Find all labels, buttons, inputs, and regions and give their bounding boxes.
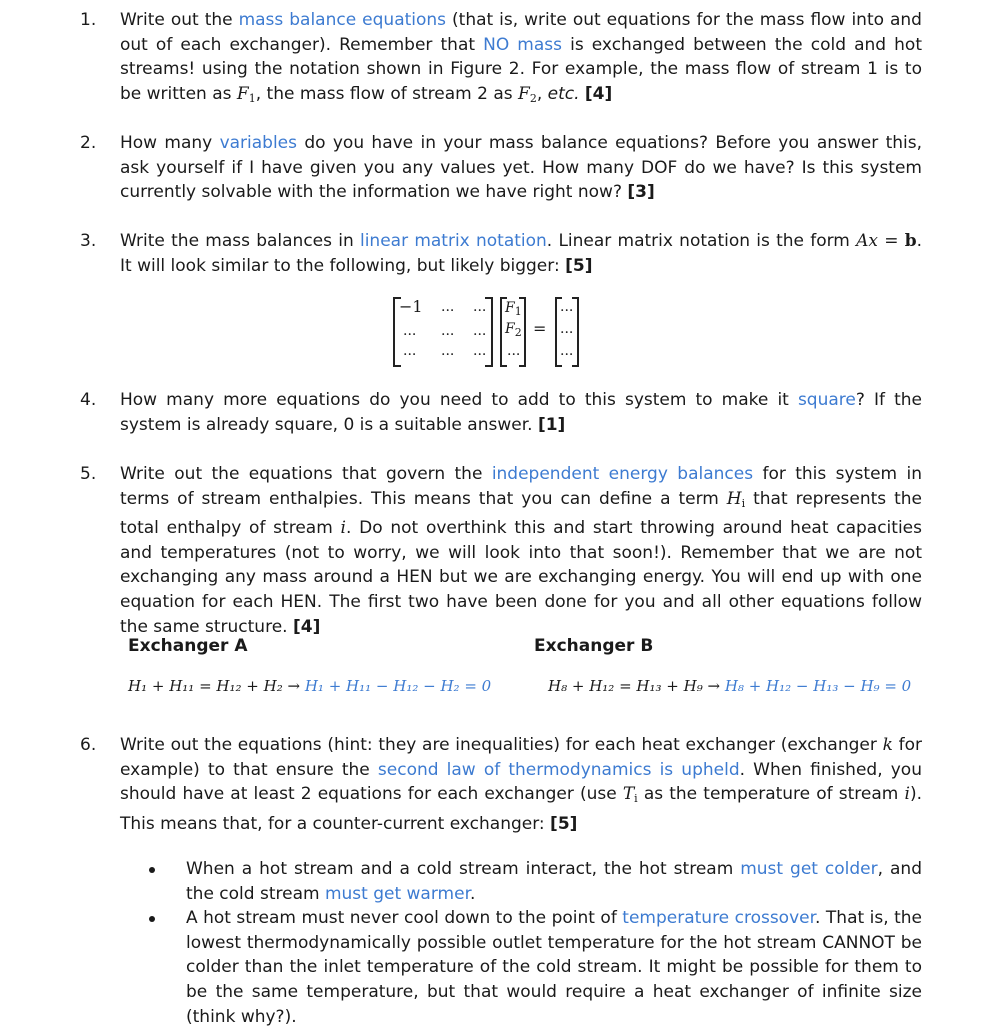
marks: [4] (292, 616, 321, 637)
matrix-example (0, 297, 988, 365)
highlight-term: temperature crossover (622, 908, 816, 929)
matrix-cell: −1 (399, 297, 423, 316)
matrix-cell: ... (441, 343, 455, 359)
matrix-cell: ... (473, 343, 487, 359)
highlight-term: mass balance equations (238, 10, 447, 30)
matrix-cell: ... (403, 323, 417, 339)
matrix-cell: ... (441, 299, 455, 315)
question-text: How many variables do you have in your mass balance equations? Before you answer this, ask yourself if I have given you any values yet. How many DOF do we have? Is this system currently solvable with the information we have right now? [3] (120, 133, 922, 203)
matrix-cell: ... (403, 343, 417, 359)
question-4 (80, 388, 922, 437)
question-3 (80, 229, 922, 278)
bullet-dot (149, 916, 155, 922)
highlight-term: square (797, 390, 856, 410)
rhs-vector (555, 297, 579, 363)
marks: [5] (550, 813, 578, 834)
highlight-term: independent energy balances (491, 464, 754, 484)
exchanger-b-title: Exchanger B (534, 636, 654, 656)
vector-cell: $F_1$ (505, 300, 522, 318)
vector-cell: ... (560, 321, 574, 337)
marks: [5] (565, 255, 593, 276)
highlight-term: must get warmer (324, 883, 470, 904)
exchanger-a-title: Exchanger A (128, 636, 248, 656)
question-text: Write out the equations that govern the independent energy balances for this system in terms of stream enthalpies. This means that you can define a term $H_i$ that represents the total enthalpy of stream i. Do not overthink this and start throwing around heat capacities and temperatures (not to worry, we will look into that soon!). Remember that we are not exchanging any mass around a HEN but we are exchanging energy. You will end up with one equation for each HEN. The first two have been done for you and all other equations follow the same structure. [4] (120, 464, 922, 637)
question-text: Write out the equations (hint: they are inequalities) for each heat exchanger (exchanger k for example) to that ensure the second law of thermodynamics is upheld. When finished, you should have at least 2 equations for each exchanger (use $T_i$ as the temperature of stream i). This means that, for a counter-current exchanger: [5] (120, 735, 923, 834)
vector-cell: ... (560, 343, 574, 359)
marks: [3] (627, 182, 655, 203)
bullet-dot (149, 867, 155, 873)
vector-cell: $F_2$ (505, 321, 522, 339)
variable-vector (500, 297, 526, 363)
question-2 (80, 131, 922, 205)
question-number: 5. (80, 464, 97, 484)
highlight-term: linear matrix notation (359, 231, 547, 251)
question-number: 4. (80, 390, 97, 410)
vector-cell: ... (560, 299, 574, 315)
exchanger-a-equation: H₁ + H₁₁ = H₁₂ + H₂ → H₁ + H₁₁ − H₁₂ − H₂ = 0 (128, 677, 492, 695)
vector-cell: ... (507, 343, 521, 359)
question-number: 1. (80, 10, 97, 30)
question-number: 6. (80, 735, 97, 755)
matrix-cell: ... (441, 323, 455, 339)
bullet-item: A hot stream must never cool down to the point of temperature crossover. That is, the lowest thermodynamically possible outlet temperature for the hot stream CANNOT be colder than the inlet temperature of the cold stream. It might be possible for them to be the same temperature, but that would require a heat exchanger of infinite size (think why?). (146, 906, 922, 1029)
marks: [4] (584, 83, 613, 104)
matrix-cell: ... (473, 323, 487, 339)
highlight-term: variables (219, 133, 298, 153)
marks: [1] (537, 414, 566, 435)
bullet-item: When a hot stream and a cold stream interact, the hot stream must get colder, and the cold stream must get warmer. (146, 857, 922, 906)
highlight-term: must get colder (740, 859, 878, 879)
question-text: How many more equations do you need to add to this system to make it square? If the system is already square, 0 is a suitable answer. [1] (120, 390, 922, 435)
highlight-term: second law of thermodynamics is upheld (377, 759, 740, 780)
matrix-cell: ... (473, 299, 487, 315)
exchanger-b-equation: H₈ + H₁₂ = H₁₃ + H₉ → H₈ + H₁₂ − H₁₃ − H₉ = 0 (548, 677, 912, 695)
question-text: Write out the mass balance equations (that is, write out equations for the mass flow into and out of each exchanger). Remember that NO mass is exchanged between the cold and hot streams! using the notation shown in Figure 2. For example, the mass flow of stream 1 is to be written as $F_1$, the mass flow of stream 2 as $F_2$, etc. [4] (120, 10, 922, 105)
highlight-term: NO mass (483, 34, 563, 55)
question-number: 2. (80, 133, 97, 153)
equals-sign: = (533, 319, 547, 338)
coefficient-matrix (393, 297, 493, 363)
question-number: 3. (80, 231, 97, 251)
question-text: Write the mass balances in linear matrix notation. Linear matrix notation is the form Ax = b. It will look similar to the following, but likely bigger: [5] (120, 231, 922, 276)
question-6 (80, 733, 922, 836)
bullet-list (146, 857, 922, 1029)
question-1 (80, 8, 922, 111)
question-5 (80, 462, 922, 639)
